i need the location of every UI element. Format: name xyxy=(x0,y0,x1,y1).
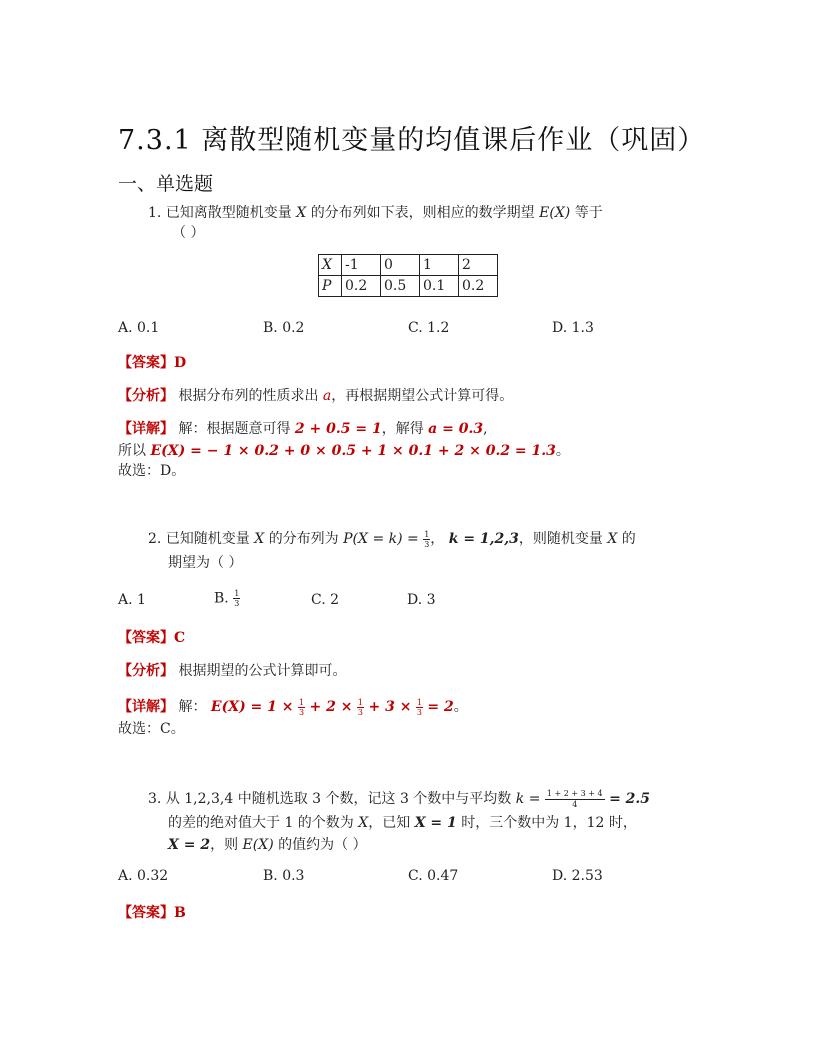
analysis-text: 根据期望的公式计算即可。 xyxy=(178,663,347,679)
question-2-line-1 xyxy=(148,528,636,549)
math-expr: P(X = k) = xyxy=(343,531,419,547)
table-row xyxy=(319,255,498,276)
fraction-numerator: 1 xyxy=(234,589,240,598)
table-row xyxy=(319,276,498,297)
choose-line: 故选：C。 xyxy=(118,721,185,737)
detail-label: 【详解】 xyxy=(118,421,174,437)
detail-text: 所以 xyxy=(118,443,146,459)
table-cell: 1 xyxy=(420,255,459,276)
math-expr: + 2 × xyxy=(309,699,353,715)
option-a[interactable]: A. 0.1 xyxy=(118,320,160,336)
question-text: ，则 xyxy=(210,837,239,853)
question-1-line-1 xyxy=(148,202,603,222)
table-cell: 2 xyxy=(459,255,498,276)
question-text: 已知随机变量 xyxy=(165,531,250,547)
table-cell: 0.2 xyxy=(459,276,498,297)
answer-label: 【答案】 xyxy=(118,905,174,921)
option-label: B. xyxy=(214,590,229,607)
question-text: 的值约为（ ） xyxy=(278,837,367,853)
question-3-line-1 xyxy=(148,788,650,810)
math-var: X xyxy=(296,205,307,221)
analysis-label: 【分析】 xyxy=(118,388,174,404)
fraction-denominator: 3 xyxy=(298,707,305,717)
question-number: 1. xyxy=(148,205,162,221)
table-cell: P xyxy=(319,276,342,297)
math-expr: E(X) xyxy=(242,837,274,853)
question-2-line-2: 期望为（ ） xyxy=(168,555,243,571)
math-var: a xyxy=(322,388,332,404)
math-expr: E(X) xyxy=(539,205,571,221)
question-text: ，已知 xyxy=(368,815,411,831)
option-c[interactable]: C. 1.2 xyxy=(408,320,450,336)
option-c[interactable]: C. 0.47 xyxy=(408,868,459,884)
question-text: ， xyxy=(430,531,445,547)
question-text: 的分布列为 xyxy=(268,531,339,547)
question-number: 3. xyxy=(148,791,162,807)
fraction-denominator: 3 xyxy=(234,599,240,608)
fraction-denominator: 4 xyxy=(572,799,578,809)
question-3-line-2 xyxy=(168,812,637,832)
table-cell: 0.1 xyxy=(420,276,459,297)
question-text: 的分布列如下表，则相应的数学期望 xyxy=(310,205,535,221)
question-text: 的 xyxy=(621,531,636,547)
math-expr: = 2.5 xyxy=(609,791,651,807)
detail-text: 解： xyxy=(178,699,207,715)
math-expr: E(X) = 1 × xyxy=(210,699,294,715)
table-cell: -1 xyxy=(342,255,381,276)
question-text: ，则随机变量 xyxy=(518,531,603,547)
math-expr: a = 0.3 xyxy=(428,421,484,437)
fraction-denominator: 3 xyxy=(357,707,364,717)
choose-line: 故选：D。 xyxy=(118,463,186,479)
math-var: X xyxy=(607,531,618,547)
fraction-numerator: 1 xyxy=(416,697,422,707)
fraction xyxy=(298,698,305,717)
answer-label: 【答案】 xyxy=(118,630,174,646)
answer-value: B xyxy=(174,905,186,921)
math-expr: k = 1,2,3 xyxy=(448,531,519,547)
math-expr: k = xyxy=(515,791,541,807)
math-expr: X = 2 xyxy=(168,837,211,853)
option-d[interactable]: D. 1.3 xyxy=(552,320,594,336)
detail-text: 解：根据题意可得 xyxy=(178,421,291,437)
option-b[interactable] xyxy=(214,589,240,608)
analysis-line xyxy=(118,660,346,680)
option-a[interactable]: A. 1 xyxy=(118,592,146,608)
detail-text: 。 xyxy=(453,699,468,715)
math-expr: = 2 xyxy=(427,699,454,715)
answer-label: 【答案】 xyxy=(118,355,174,371)
math-expr: X = 1 xyxy=(414,815,457,831)
question-text: 等于 xyxy=(574,205,603,221)
option-a[interactable]: A. 0.32 xyxy=(118,868,169,884)
math-var: X xyxy=(254,531,265,547)
fraction-numerator: 1 xyxy=(298,697,305,707)
table-cell: X xyxy=(319,255,342,276)
fraction xyxy=(545,789,605,810)
fraction xyxy=(416,698,423,717)
analysis-text: ，再根据期望公式计算可得。 xyxy=(331,388,514,404)
fraction-denominator: 3 xyxy=(416,707,422,717)
page-title: 7.3.1 离散型随机变量的均值课后作业（巩固） xyxy=(118,125,706,156)
option-d[interactable]: D. 3 xyxy=(407,592,436,608)
fraction xyxy=(357,698,364,717)
section-heading: 一、单选题 xyxy=(118,173,214,195)
option-b[interactable]: B. 0.2 xyxy=(263,320,305,336)
fraction-numerator: 1 + 2 + 3 + 4 xyxy=(546,788,603,798)
table-cell: 0.5 xyxy=(381,276,420,297)
answer-line xyxy=(118,352,186,372)
detail-line-1 xyxy=(118,418,488,438)
answer-line xyxy=(118,902,186,922)
table-cell: 0 xyxy=(381,255,420,276)
answer-value: C xyxy=(174,630,186,646)
detail-text: ，解得 xyxy=(381,421,424,437)
option-c[interactable]: C. 2 xyxy=(311,592,340,608)
math-expr: E(X) = − 1 × 0.2 + 0 × 0.5 + 1 × 0.1 + 2 × 0.2 = 1.3 xyxy=(150,443,556,459)
math-var: X xyxy=(358,815,369,831)
distribution-table xyxy=(318,254,498,297)
question-text: 已知离散型随机变量 xyxy=(165,205,292,221)
question-text: 时，三个数中为 1，12 时， xyxy=(461,815,637,831)
question-paren: （ ） xyxy=(172,225,205,241)
analysis-text: 根据分布列的性质求出 xyxy=(178,388,319,404)
answer-value: D xyxy=(174,355,187,371)
question-number: 2. xyxy=(148,531,162,547)
fraction-numerator: 1 xyxy=(424,529,430,539)
question-text: 从 1,2,3,4 中随机选取 3 个数，记这 3 个数中与平均数 xyxy=(165,791,512,807)
fraction-denominator: 3 xyxy=(424,539,430,549)
fraction-numerator: 1 xyxy=(357,697,364,707)
question-text: 的差的绝对值大于 1 的个数为 xyxy=(168,815,354,831)
detail-line-2 xyxy=(118,440,570,460)
analysis-line xyxy=(118,385,513,405)
analysis-label: 【分析】 xyxy=(118,663,174,679)
math-expr: + 3 × xyxy=(368,699,412,715)
math-expr: 2 + 0.5 = 1 xyxy=(294,421,382,437)
detail-text: 。 xyxy=(555,443,570,459)
detail-text: , xyxy=(483,421,488,437)
fraction xyxy=(233,589,240,608)
detail-label: 【详解】 xyxy=(118,699,174,715)
option-b[interactable]: B. 0.3 xyxy=(263,868,305,884)
table-cell: 0.2 xyxy=(342,276,381,297)
question-3-line-3 xyxy=(168,834,367,854)
option-d[interactable]: D. 2.53 xyxy=(552,868,603,884)
detail-line-1 xyxy=(118,696,468,717)
answer-line xyxy=(118,627,185,647)
